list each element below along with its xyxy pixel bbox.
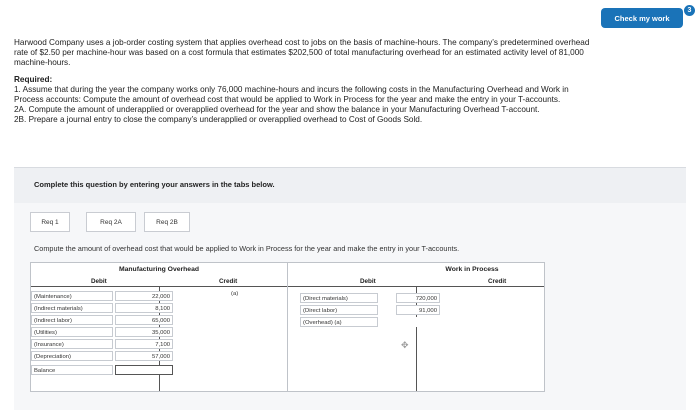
requirement-1: 1. Assume that during the year the company works only 76,000 machine-hours and incurs the following costs in the Manufacturing Overhead and Work in Process accounts: Compute the amount of overhead cost that would be applied to Work in Process for the year and make the entry in your T-accounts.: [14, 85, 569, 104]
wip-row: [288, 305, 544, 316]
mfg-row-value[interactable]: 22,000: [115, 291, 173, 301]
wip-row-value[interactable]: 720,000: [396, 293, 440, 303]
mfg-balance-input[interactable]: [115, 365, 173, 375]
mfg-debit-header: Debit: [91, 278, 107, 285]
wip-credit-header: Credit: [488, 278, 507, 285]
tab-req-2b[interactable]: Req 2B: [144, 212, 190, 232]
problem-statement: [14, 38, 594, 125]
mfg-balance-row: [31, 365, 287, 376]
mfg-row-label[interactable]: (Maintenance): [31, 291, 113, 301]
mfg-row-value[interactable]: 7,100: [115, 339, 173, 349]
wip-row-label[interactable]: (Overhead) (a): [300, 317, 378, 327]
mfg-row-label[interactable]: (Indirect labor): [31, 315, 113, 325]
wip-row: [288, 293, 544, 304]
wip-debit-header: Debit: [360, 278, 376, 285]
t-account-manufacturing-overhead: [30, 262, 288, 392]
mfg-row: [31, 351, 287, 362]
mfg-row: [31, 303, 287, 314]
mfg-row-value[interactable]: 57,000: [115, 351, 173, 361]
mfg-row-value[interactable]: 65,000: [115, 315, 173, 325]
mfg-row-value[interactable]: 35,000: [115, 327, 173, 337]
mfg-row: [31, 315, 287, 326]
complete-prompt: Complete this question by entering your answers in the tabs below.: [34, 180, 275, 189]
problem-intro: Harwood Company uses a job-order costing system that applies overhead cost to jobs on the basis of machine-hours. The company’s predetermined overhead rate of $2.50 per machine-hour was based on a cost formula that estimates $202,500 of total manufacturing overhead for an estimated activity level of 81,000 machine-hours.: [14, 38, 590, 67]
tab-req-1[interactable]: Req 1: [30, 212, 70, 232]
mfg-row-label[interactable]: (Depreciation): [31, 351, 113, 361]
t-account-work-in-process: [287, 262, 545, 392]
requirement-2a: 2A. Compute the amount of underapplied or overapplied overhead for the year and show the balance in your Manufacturing Overhead T-account.: [14, 105, 540, 114]
complete-banner: [14, 167, 686, 204]
mfg-credit-header: Credit: [219, 278, 238, 285]
mfg-overhead-title: Manufacturing Overhead: [118, 266, 200, 273]
mfg-row: [31, 291, 287, 302]
mfg-row-label[interactable]: (Insurance): [31, 339, 113, 349]
wip-title: Work in Process: [445, 266, 499, 273]
mfg-balance-label: Balance: [31, 365, 113, 375]
wip-row-value[interactable]: 91,000: [396, 305, 440, 315]
mfg-credit-entry-label: (a): [231, 291, 239, 297]
move-icon[interactable]: ✥: [401, 340, 409, 350]
mfg-row-value[interactable]: 8,100: [115, 303, 173, 313]
instruction-text: Compute the amount of overhead cost that would be applied to Work in Process for the year and make the entry in your T-accounts.: [34, 244, 460, 253]
mfg-row-label[interactable]: (Utilities): [31, 327, 113, 337]
mfg-row: [31, 327, 287, 338]
wip-row-value[interactable]: [396, 317, 440, 327]
required-heading: Required:: [14, 75, 53, 84]
mfg-row-label[interactable]: (Indirect materials): [31, 303, 113, 313]
wip-row-label[interactable]: (Direct labor): [300, 305, 378, 315]
mfg-row: [31, 339, 287, 350]
requirement-2b: 2B. Prepare a journal entry to close the company’s underapplied or overapplied overhead to Cost of Goods Sold.: [14, 115, 423, 124]
wip-row-label[interactable]: (Direct materials): [300, 293, 378, 303]
check-my-work-button[interactable]: Check my work: [601, 8, 683, 28]
attempt-badge: 3: [683, 4, 696, 17]
wip-row: [288, 317, 544, 328]
tab-req-2a[interactable]: Req 2A: [86, 212, 136, 232]
